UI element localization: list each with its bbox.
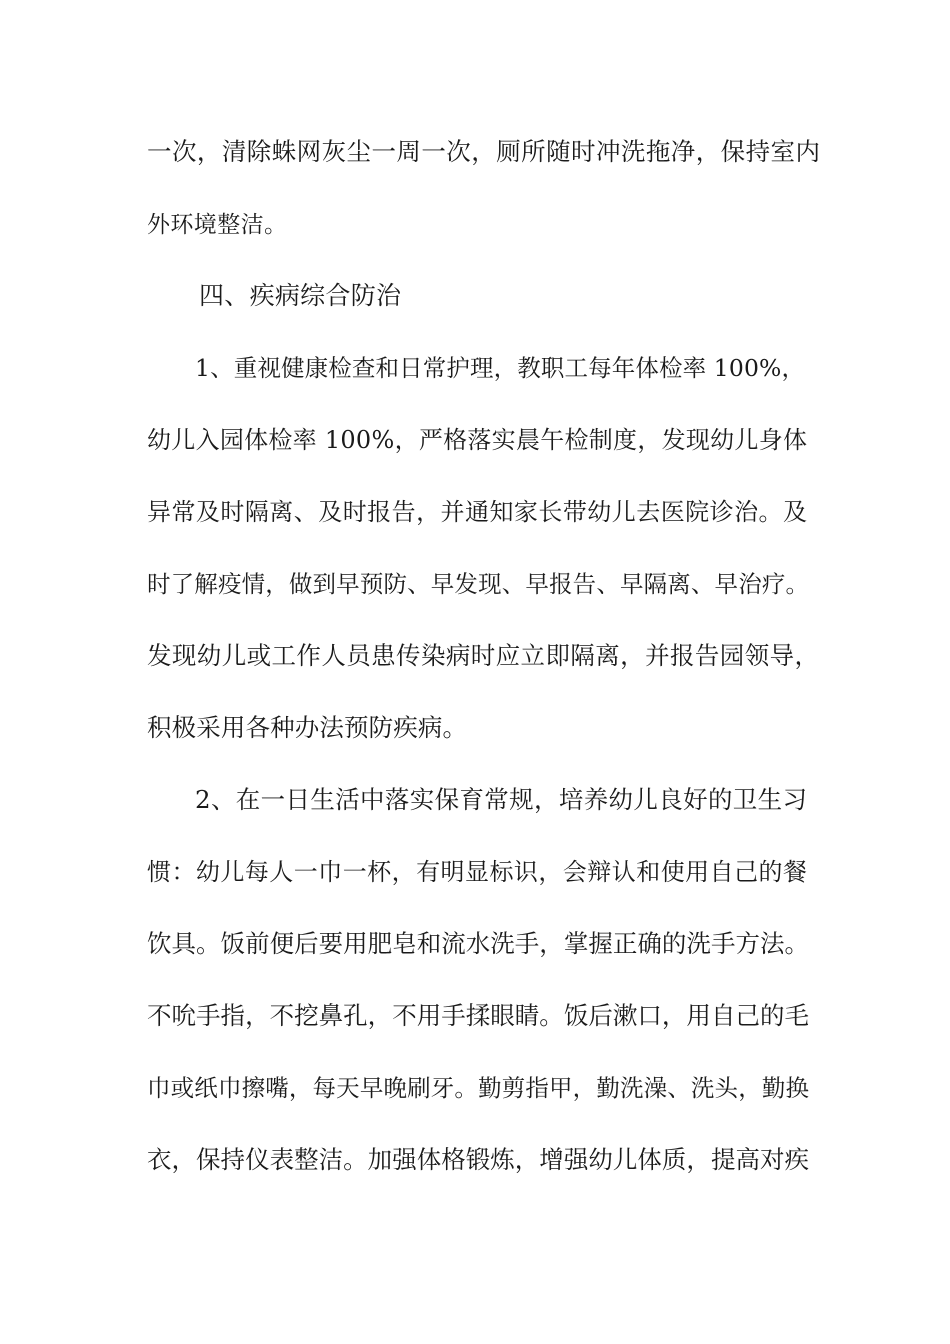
text-line bbox=[0, 204, 950, 244]
line-text: 饮具。饭前便后要用肥皂和流水洗手，掌握正确的洗手方法。 bbox=[147, 929, 810, 958]
text-line bbox=[0, 564, 950, 604]
line-text: 一次，清除蛛网灰尘一周一次，厕所随时冲洗拖净，保持室内 bbox=[147, 137, 821, 166]
text-line bbox=[0, 924, 950, 964]
text-line bbox=[0, 420, 950, 460]
text-line bbox=[0, 348, 950, 388]
line-text: 惯：幼儿每人一巾一杯，有明显标识，会辩认和使用自己的餐 bbox=[147, 858, 808, 886]
line-text: 时了解疫情，做到早预防、早发现、早报告、早隔离、早治疗。 bbox=[147, 570, 810, 598]
text-line bbox=[0, 132, 950, 172]
text-line bbox=[0, 996, 950, 1036]
line-text: 巾或纸巾擦嘴，每天早晚刷牙。勤剪指甲，勤洗澡、洗头，勤换 bbox=[147, 1074, 810, 1102]
line-text: 1、重视健康检查和日常护理，教职工每年体检率 100%， bbox=[195, 354, 806, 382]
text-line bbox=[0, 1068, 950, 1108]
text-line bbox=[0, 1140, 950, 1180]
section-heading bbox=[0, 276, 950, 316]
line-text: 幼儿入园体检率 100%，严格落实晨午检制度，发现幼儿身体 bbox=[147, 426, 808, 454]
line-text: 2、在一日生活中落实保育常规，培养幼儿良好的卫生习 bbox=[195, 785, 808, 814]
line-text: 外环境整洁。 bbox=[147, 212, 288, 238]
line-text: 积极采用各种办法预防疾病。 bbox=[147, 713, 468, 742]
text-line bbox=[0, 780, 950, 820]
line-text: 发现幼儿或工作人员患传染病时应立即隔离，并报告园领导， bbox=[147, 641, 820, 670]
text-line bbox=[0, 636, 950, 676]
line-text: 不吮手指，不挖鼻孔，不用手揉眼睛。饭后漱口，用自己的毛 bbox=[147, 1001, 810, 1030]
text-line bbox=[0, 708, 950, 748]
text-line bbox=[0, 492, 950, 532]
section-heading-text: 四、疾病综合防治 bbox=[199, 281, 402, 310]
line-text: 衣，保持仪表整洁。加强体格锻炼，增强幼儿体质，提高对疾 bbox=[147, 1145, 810, 1174]
text-line bbox=[0, 852, 950, 892]
line-text: 异常及时隔离、及时报告，并通知家长带幼儿去医院诊治。及 bbox=[147, 498, 808, 526]
